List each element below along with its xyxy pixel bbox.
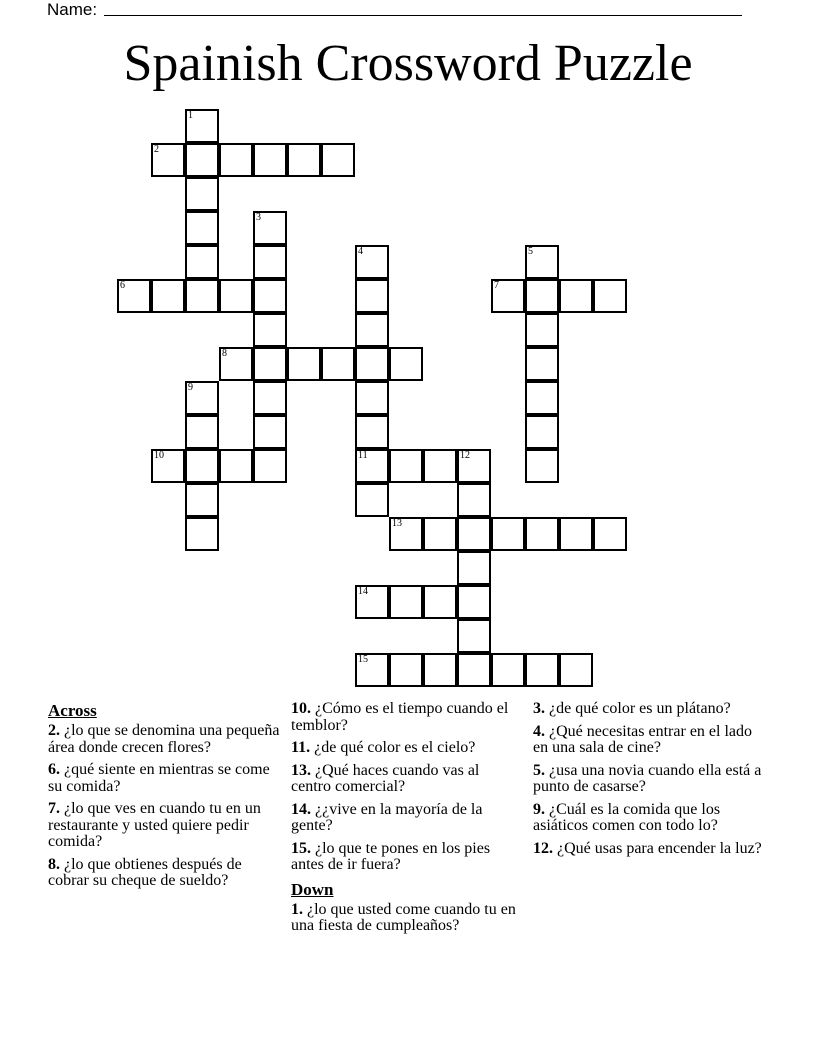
grid-cell[interactable] <box>389 347 423 381</box>
clue-item-text: ¿de qué color es un plátano? <box>545 700 731 717</box>
grid-cell[interactable] <box>185 177 219 211</box>
grid-cell[interactable] <box>389 653 423 687</box>
clue-item-number: 11. <box>291 739 311 756</box>
clue-item <box>291 902 523 935</box>
grid-cell[interactable] <box>185 517 219 551</box>
clue-number: 15 <box>358 654 368 665</box>
clue-item-text: ¿usa una novia cuando ella está a punto de casarse? <box>533 761 762 795</box>
clue-item <box>291 841 523 874</box>
grid-cell[interactable] <box>525 347 559 381</box>
clue-item-number: 5. <box>533 761 545 779</box>
grid-cell[interactable] <box>253 449 287 483</box>
clue-item <box>291 701 523 734</box>
grid-cell[interactable] <box>185 143 219 177</box>
grid-cell[interactable] <box>253 143 287 177</box>
grid-cell[interactable] <box>185 449 219 483</box>
clues-column-1 <box>48 701 280 896</box>
grid-cell[interactable] <box>525 517 559 551</box>
grid-cell[interactable] <box>219 279 253 313</box>
clue-item <box>533 724 765 757</box>
grid-cell[interactable] <box>355 245 389 279</box>
clue-number: 7 <box>494 280 499 291</box>
clue-number: 5 <box>528 246 533 257</box>
grid-cell[interactable] <box>321 347 355 381</box>
clue-number: 3 <box>256 212 261 223</box>
clue-item <box>48 857 280 890</box>
grid-cell[interactable] <box>355 653 389 687</box>
grid-cell[interactable] <box>355 585 389 619</box>
grid-cell[interactable] <box>491 653 525 687</box>
clue-item-text: ¿¿vive en la mayoría de la gente? <box>291 800 483 834</box>
clue-item <box>291 802 523 835</box>
clue-item-number: 7. <box>48 800 60 817</box>
grid-cell[interactable] <box>355 313 389 347</box>
grid-cell[interactable] <box>151 143 185 177</box>
grid-cell[interactable] <box>151 279 185 313</box>
clue-item <box>533 763 765 796</box>
grid-cell[interactable] <box>525 449 559 483</box>
grid-cell[interactable] <box>185 279 219 313</box>
clue-number: 10 <box>154 450 164 461</box>
clue-item-text: ¿Cómo es el tiempo cuando el temblor? <box>291 700 509 734</box>
grid-cell[interactable] <box>355 483 389 517</box>
grid-cell[interactable] <box>185 483 219 517</box>
clue-item-text: ¿lo que usted come cuando tu en una fiesta de cumpleaños? <box>291 900 516 934</box>
clue-item-number: 3. <box>533 700 545 717</box>
grid-cell[interactable] <box>457 585 491 619</box>
page-title: Spainish Crossword Puzzle <box>123 35 693 92</box>
grid-cell[interactable] <box>355 347 389 381</box>
clue-item <box>48 762 280 795</box>
clue-number: 9 <box>188 382 193 393</box>
clue-item-text: ¿Qué necesitas entrar en el lado en una sala de cine? <box>533 722 753 756</box>
clue-item <box>533 802 765 835</box>
grid-cell[interactable] <box>457 483 491 517</box>
grid-cell[interactable] <box>559 279 593 313</box>
grid-cell[interactable] <box>491 517 525 551</box>
clue-number: 12 <box>460 450 470 461</box>
grid-cell[interactable] <box>355 279 389 313</box>
clue-item-number: 2. <box>48 722 60 739</box>
clue-item-number: 4. <box>533 722 545 740</box>
grid-cell[interactable] <box>457 653 491 687</box>
down-heading: Down <box>291 879 334 899</box>
clue-number: 8 <box>222 348 227 359</box>
grid-cell[interactable] <box>593 279 627 313</box>
clue-number: 14 <box>358 586 368 597</box>
grid-cell[interactable] <box>185 245 219 279</box>
clue-item-number: 10. <box>291 700 311 717</box>
across-heading: Across <box>48 701 97 720</box>
grid-cell[interactable] <box>219 143 253 177</box>
grid-cell[interactable] <box>389 449 423 483</box>
grid-cell[interactable] <box>593 517 627 551</box>
grid-cell[interactable] <box>491 279 525 313</box>
clue-number: 13 <box>392 518 402 529</box>
clue-item <box>291 740 523 757</box>
grid-cell[interactable] <box>423 449 457 483</box>
clue-item-text: ¿Cuál es la comida que los asiáticos comen con todo lo? <box>533 800 721 834</box>
clue-item <box>533 701 765 718</box>
grid-cell[interactable] <box>253 313 287 347</box>
clue-number: 11 <box>358 450 368 461</box>
grid-cell[interactable] <box>355 415 389 449</box>
clue-number: 1 <box>188 110 193 121</box>
clue-item-text: ¿lo que obtienes después de cobrar su cheque de sueldo? <box>48 855 242 889</box>
clue-number: 2 <box>154 144 159 155</box>
grid-cell[interactable] <box>423 517 457 551</box>
clue-item-number: 13. <box>291 761 311 779</box>
grid-cell[interactable] <box>253 347 287 381</box>
grid-cell[interactable] <box>321 143 355 177</box>
grid-cell[interactable] <box>185 415 219 449</box>
grid-cell[interactable] <box>389 517 423 551</box>
grid-cell[interactable] <box>559 517 593 551</box>
grid-cell[interactable] <box>457 551 491 585</box>
clue-item-text: ¿Qué usas para encender la luz? <box>553 839 762 857</box>
clue-item-number: 1. <box>291 900 303 918</box>
grid-cell[interactable] <box>525 415 559 449</box>
grid-cell[interactable] <box>559 653 593 687</box>
clue-number: 6 <box>120 280 125 291</box>
clue-item-number: 6. <box>48 761 60 778</box>
grid-cell[interactable] <box>457 449 491 483</box>
grid-cell[interactable] <box>253 211 287 245</box>
grid-cell[interactable] <box>355 381 389 415</box>
grid-cell[interactable] <box>151 449 185 483</box>
clue-item-number: 14. <box>291 800 311 818</box>
grid-cell[interactable] <box>287 347 321 381</box>
grid-cell[interactable] <box>389 585 423 619</box>
grid-cell[interactable] <box>423 653 457 687</box>
clue-item-text: ¿lo que se denomina una pequeña área donde crecen flores? <box>48 722 280 756</box>
grid-cell[interactable] <box>525 279 559 313</box>
grid-cell[interactable] <box>219 347 253 381</box>
grid-cell[interactable] <box>253 245 287 279</box>
clue-item <box>533 841 765 858</box>
clue-item-text: ¿Qué haces cuando vas al centro comercial? <box>291 761 480 795</box>
grid-cell[interactable] <box>287 143 321 177</box>
clue-item <box>48 723 280 756</box>
grid-cell[interactable] <box>355 449 389 483</box>
clue-item-text: ¿de qué color es el cielo? <box>310 739 476 756</box>
grid-cell[interactable] <box>525 245 559 279</box>
clue-item-text: ¿qué siente en mientras se come su comida? <box>48 761 270 795</box>
clues-column-3 <box>533 701 765 863</box>
clues-column-2 <box>291 701 523 941</box>
clue-item <box>48 801 280 851</box>
grid-cell[interactable] <box>457 517 491 551</box>
grid-cell[interactable] <box>525 381 559 415</box>
grid-cell[interactable] <box>185 211 219 245</box>
clue-item-number: 9. <box>533 800 545 818</box>
grid-cell[interactable] <box>423 585 457 619</box>
name-label: Name: <box>47 0 98 19</box>
grid-cell[interactable] <box>525 653 559 687</box>
clue-item <box>291 763 523 796</box>
grid-cell[interactable] <box>253 381 287 415</box>
grid-cell[interactable] <box>185 381 219 415</box>
clue-item-text: ¿lo que ves en cuando tu en un restaurante y usted quiere pedir comida? <box>48 800 261 850</box>
grid-cell[interactable] <box>219 449 253 483</box>
clue-item-number: 12. <box>533 839 553 857</box>
grid-cell[interactable] <box>525 313 559 347</box>
clue-item-text: ¿lo que te pones en los pies antes de ir fuera? <box>291 839 491 873</box>
clue-number: 4 <box>358 246 363 257</box>
clue-item-number: 8. <box>48 855 60 873</box>
grid-cell[interactable] <box>253 415 287 449</box>
grid-cell[interactable] <box>457 619 491 653</box>
clue-item-number: 15. <box>291 839 311 857</box>
grid-cell[interactable] <box>253 279 287 313</box>
grid-cell[interactable] <box>117 279 151 313</box>
grid-cell[interactable] <box>185 109 219 143</box>
